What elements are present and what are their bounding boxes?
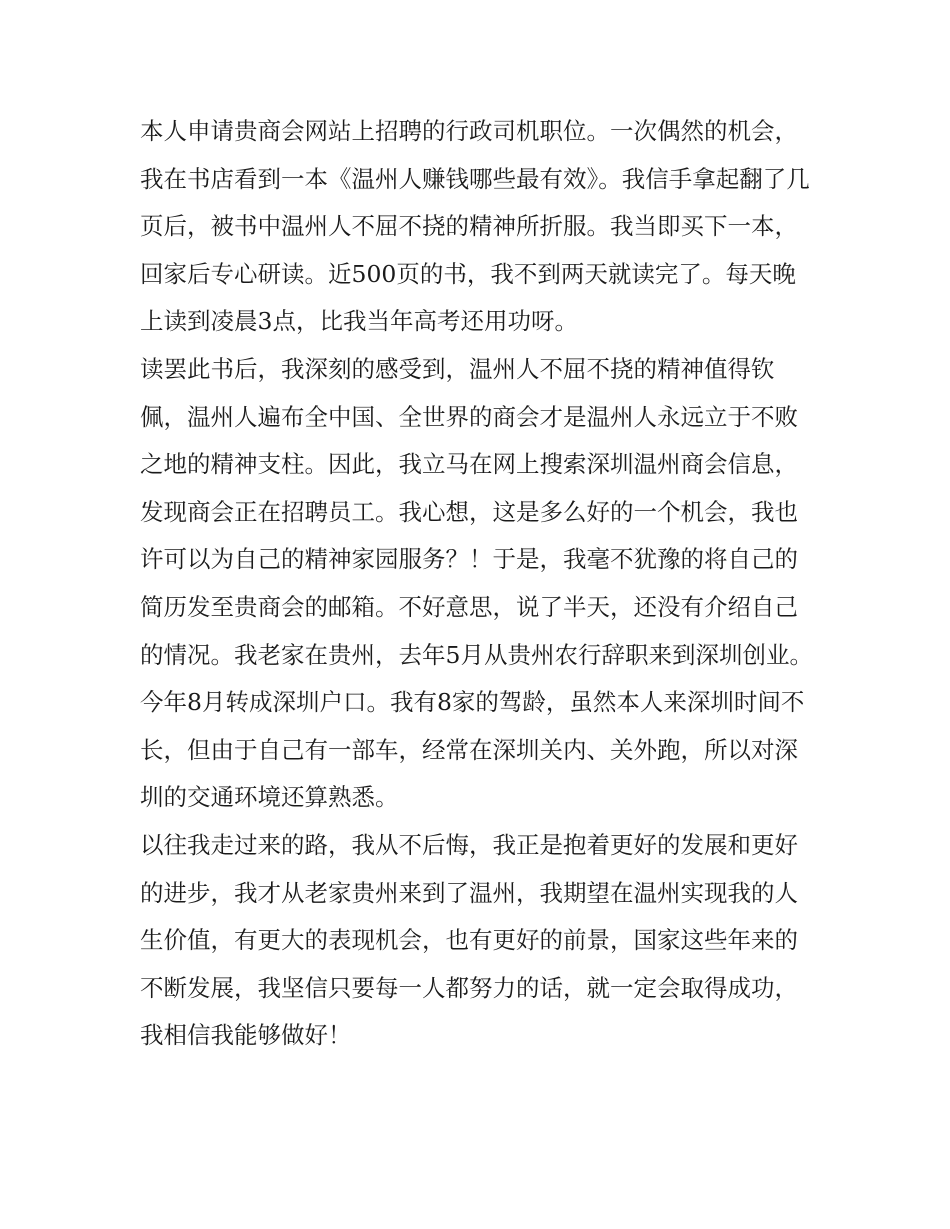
paragraph-2: 读罢此书后，我深刻的感受到，温州人不屈不挠的精神值得钦佩，温州人遍布全中国、全世界的商会才是温州人永远立于不败之地的精神支柱。因此，我立马在网上搜索深圳温州商会信息，发现商会正在招聘员工。我心想，这是多么好的一个机会，我也许可以为自己的精神家园服务？！于是，我毫不犹豫的将自己的简历发至贵商会的邮箱。不好意思，说了半天，还没有介绍自己的情况。我老家在贵州，去年5月从贵州农行辞职来到深圳创业。今年8月转成深圳户口。我有8家的驾龄，虽然本人来深圳时间不长，但由于自己有一部车，经常在深圳关内、关外跑，所以对深圳的交通环境还算熟悉。 <box>140 354 813 812</box>
document-body <box>140 108 815 1060</box>
paragraph-1: 本人申请贵商会网站上招聘的行政司机职位。一次偶然的机会，我在书店看到一本《温州人赚钱哪些最有效》。我信手拿起翻了几页后，被书中温州人不屈不挠的精神所折服。我当即买下一本，回家后专心研读。近500页的书，我不到两天就读完了。每天晚上读到凌晨3点，比我当年高考还用功呀。 <box>140 117 810 336</box>
paragraph-3: 以往我走过来的路，我从不后悔，我正是抱着更好的发展和更好的进步，我才从老家贵州来到了温州，我期望在温州实现我的人生价值，有更大的表现机会，也有更好的前景，国家这些年来的不断发展，我坚信只要每一人都努力的话，就一定会取得成功，我相信我能够做好！ <box>140 830 798 1050</box>
